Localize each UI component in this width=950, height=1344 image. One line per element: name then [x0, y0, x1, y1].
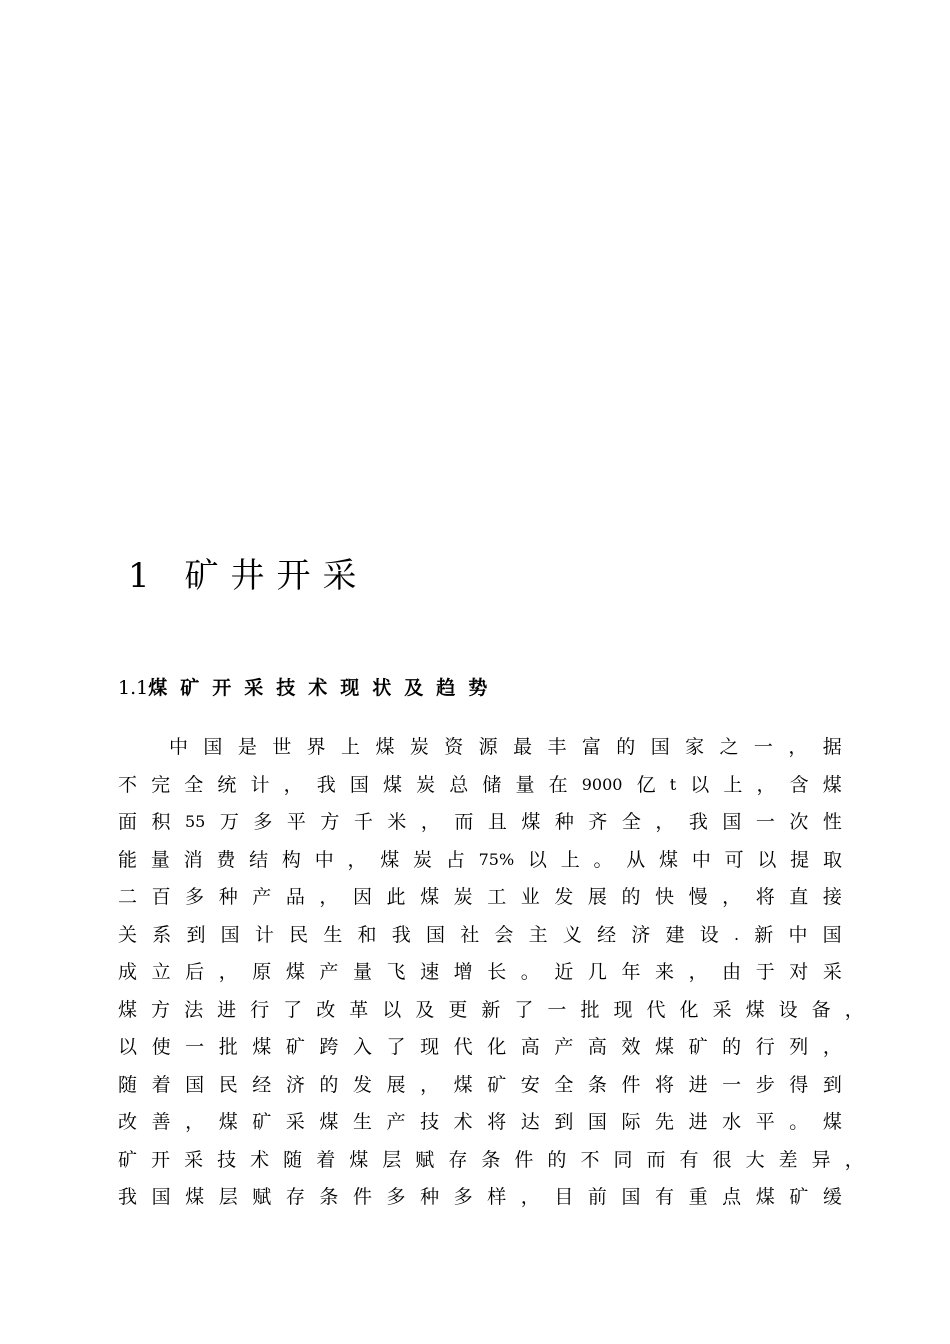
chapter-title: 1 矿井开采 — [128, 556, 369, 596]
paragraph-line: 随 着 国 民 经 济 的 发 展 ， 煤 矿 安 全 条 件 将 进 一 步 得 到 — [118, 1073, 842, 1096]
paragraph-line: 改 善 ， 煤 矿 采 煤 生 产 技 术 将 达 到 国 际 先 进 水 平 。 煤 — [118, 1111, 842, 1133]
paragraph-line: 煤 方 法 进 行 了 改 革 以 及 更 新 了 一 批 现 代 化 采 煤 设 备 ， — [118, 998, 864, 1021]
section-heading — [118, 674, 500, 702]
section-number: 1.1 — [118, 677, 149, 699]
paragraph-line: 矿 开 采 技 术 随 着 煤 层 赋 存 条 件 的 不 同 而 有 很 大 差 异 ， — [118, 1148, 864, 1171]
paragraph-line: 我 国 煤 层 赋 存 条 件 多 种 多 样 ， 目 前 国 有 重 点 煤 矿 缓 — [118, 1186, 842, 1208]
paragraph-line: 能 量 消 费 结 构 中 ， 煤 炭 占 75% 以 上 。 从 煤 中 可 以 提 取 — [118, 848, 842, 871]
paragraph-line: 以 使 一 批 煤 矿 跨 入 了 现 代 化 高 产 高 效 煤 矿 的 行 列 ， — [118, 1036, 842, 1058]
paragraph-line: 二 百 多 种 产 品 ， 因 此 煤 炭 工 业 发 展 的 快 慢 ， 将 直 接 — [118, 886, 842, 908]
paragraph-line: 中 国 是 世 界 上 煤 炭 资 源 最 丰 富 的 国 家 之 一 ， 据 — [169, 736, 842, 758]
paragraph-line: 成 立 后 ， 原 煤 产 量 飞 速 增 长 。 近 几 年 来 ， 由 于 对 采 — [118, 961, 842, 983]
paragraph-line: 关 系 到 国 计 民 生 和 我 国 社 会 主 义 经 济 建 设 . 新 中 国 — [118, 923, 842, 946]
section-title: 煤矿开采技术现状及趋势 — [148, 677, 501, 699]
paragraph-line: 不 完 全 统 计 ， 我 国 煤 炭 总 储 量 在 9000 亿 t 以 上 ， 含 煤 — [118, 773, 842, 796]
paragraph-line: 面 积 55 万 多 平 方 千 米 ， 而 且 煤 种 齐 全 ， 我 国 一 次 性 — [118, 811, 842, 833]
